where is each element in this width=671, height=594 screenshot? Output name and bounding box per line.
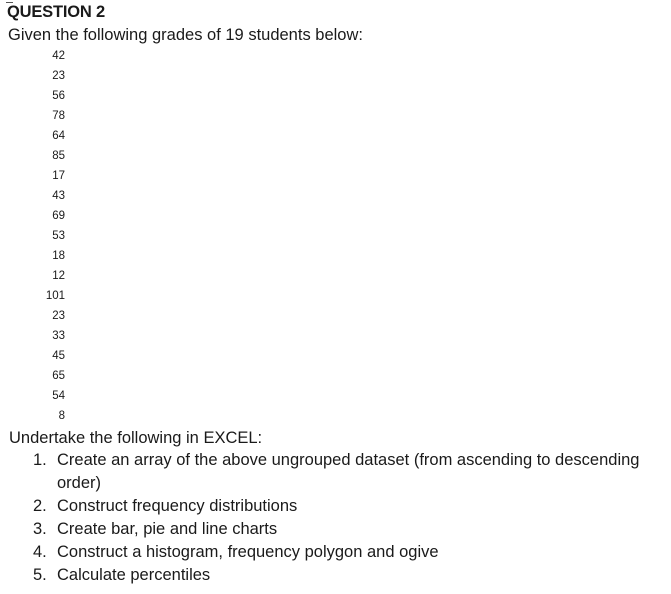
task-item (33, 449, 669, 495)
grade-value: 54 (52, 390, 65, 402)
grade-value: 17 (52, 170, 65, 182)
grade-value: 69 (52, 210, 65, 222)
grade-value: 43 (52, 190, 65, 202)
instructions-intro: Undertake the following in EXCEL: (9, 429, 263, 447)
grade-value: 65 (52, 370, 65, 382)
grade-value: 23 (52, 310, 65, 322)
grade-value: 64 (52, 130, 65, 142)
grade-value: 45 (52, 350, 65, 362)
task-text: Calculate percentiles (57, 566, 211, 584)
task-item (33, 541, 669, 564)
grade-value: 23 (52, 70, 65, 82)
task-list (33, 449, 669, 587)
grade-value: 85 (52, 150, 65, 162)
task-text: Construct frequency distributions (57, 497, 298, 515)
task-item (33, 518, 669, 541)
grade-value: 56 (52, 90, 65, 102)
task-text: Construct a histogram, frequency polygon and ogive (57, 543, 439, 561)
task-item (33, 564, 669, 587)
question-heading: QUESTION 2 (7, 3, 105, 21)
grade-value: 42 (52, 50, 65, 62)
grades-list (30, 46, 65, 426)
grade-value: 33 (52, 330, 65, 342)
task-number: 2. (33, 497, 47, 515)
grade-value: 18 (52, 250, 65, 262)
grade-value: 53 (52, 230, 65, 242)
grade-value: 12 (52, 270, 65, 282)
task-item (33, 495, 669, 518)
task-number: 5. (33, 566, 47, 584)
task-number: 3. (33, 520, 47, 538)
task-text: Create an array of the above ungrouped dataset (from ascending to descending order) (57, 451, 640, 492)
task-number: 4. (33, 543, 47, 561)
task-number: 1. (33, 451, 47, 469)
grade-value: 8 (58, 410, 65, 422)
task-text: Create bar, pie and line charts (57, 520, 278, 538)
grade-value: 101 (45, 290, 65, 302)
question-intro: Given the following grades of 19 students below: (8, 26, 363, 44)
grade-value: 78 (52, 110, 65, 122)
